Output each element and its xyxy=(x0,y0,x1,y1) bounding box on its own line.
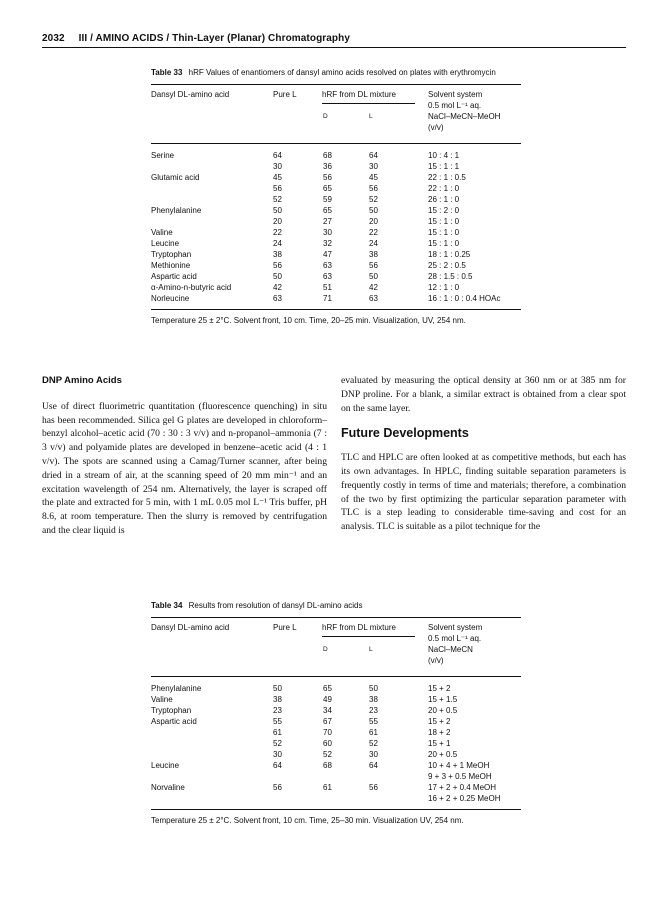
hrf-l-cell: 61 xyxy=(369,728,378,737)
hrf-l-cell: 38 xyxy=(369,250,378,259)
hrf-d-cell: 63 xyxy=(323,272,332,281)
table-row xyxy=(151,771,521,782)
pure-l-cell: 42 xyxy=(273,283,282,292)
pure-l-cell: 24 xyxy=(273,239,282,248)
header-solvent-line-1: Solvent system xyxy=(428,90,483,99)
running-header xyxy=(42,33,626,44)
pure-l-cell: 45 xyxy=(273,173,282,182)
header-solvent-line-1: Solvent system xyxy=(428,623,483,632)
pure-l-cell: 52 xyxy=(273,739,282,748)
hrf-l-cell: 56 xyxy=(369,783,378,792)
hrf-d-cell: 68 xyxy=(323,761,332,770)
table-row xyxy=(151,749,521,760)
table-33-label: Table 33 xyxy=(151,68,183,77)
hrf-l-cell: 20 xyxy=(369,217,378,226)
hrf-d-cell: 65 xyxy=(323,206,332,215)
future-developments-heading: Future Developments xyxy=(341,426,469,441)
amino-acid-cell: Phenylalanine xyxy=(151,684,202,693)
hrf-d-cell: 65 xyxy=(323,684,332,693)
table-row xyxy=(151,260,521,271)
solvent-cell: 28 : 1.5 : 0.5 xyxy=(428,272,473,281)
amino-acid-cell: Norvaline xyxy=(151,783,185,792)
amino-acid-cell: Aspartic acid xyxy=(151,717,197,726)
solvent-cell: 15 + 2 xyxy=(428,717,451,726)
future-developments-paragraph: TLC and HPLC are often looked at as competitive methods, but each has its own advantages. In HPLC, finding suitable separation parameters is frequently costly in terms of time and materials; therefore, a combination of the two by first optimizing the particular separation parameter with TLC is a step leading to considerable time-saving and cost for an analysis. TLC is suitable as a pilot technique for the xyxy=(341,452,626,533)
table-34-caption xyxy=(151,600,521,611)
table-row xyxy=(151,293,521,304)
right-text-column xyxy=(341,374,626,534)
header-mixture-rule xyxy=(322,103,415,104)
solvent-cell: 20 + 0.5 xyxy=(428,750,458,759)
amino-acid-cell: Leucine xyxy=(151,761,180,770)
table-row xyxy=(151,271,521,282)
hrf-l-cell: 56 xyxy=(369,261,378,270)
hrf-d-cell: 47 xyxy=(323,250,332,259)
hrf-d-cell: 36 xyxy=(323,162,332,171)
hrf-l-cell: 23 xyxy=(369,706,378,715)
table-34-bottom-rule xyxy=(151,809,521,810)
amino-acid-cell: Aspartic acid xyxy=(151,272,197,281)
header-pure-l: Pure L xyxy=(273,623,297,632)
header-l: L xyxy=(369,113,373,120)
header-solvent-line-2: 0.5 mol L⁻¹ aq. xyxy=(428,634,482,643)
solvent-cell: 12 : 1 : 0 xyxy=(428,283,460,292)
solvent-cell: 10 + 4 + 1 MeOH xyxy=(428,761,490,770)
dnp-continuation-paragraph: evaluated by measuring the optical density at 360 nm or at 385 nm for DNP proline. For a blank, a similar extract is obtained from a clear spot on the same layer. xyxy=(341,375,626,414)
pure-l-cell: 56 xyxy=(273,783,282,792)
hrf-d-cell: 52 xyxy=(323,750,332,759)
header-hrf-mixture: hRF from DL mixture xyxy=(322,623,396,632)
amino-acid-cell: Phenylalanine xyxy=(151,206,202,215)
hrf-l-cell: 56 xyxy=(369,184,378,193)
hrf-l-cell: 52 xyxy=(369,195,378,204)
pure-l-cell: 22 xyxy=(273,228,282,237)
solvent-cell: 15 : 1 : 1 xyxy=(428,162,460,171)
table-33-body xyxy=(151,144,521,309)
solvent-cell: 26 : 1 : 0 xyxy=(428,195,460,204)
table-33-footnote: Temperature 25 ± 2°C. Solvent front, 10 cm. Time, 20–25 min. Visualization, UV, 254 nm. xyxy=(151,316,466,325)
hrf-l-cell: 45 xyxy=(369,173,378,182)
pure-l-cell: 50 xyxy=(273,206,282,215)
amino-acid-cell: Leucine xyxy=(151,239,180,248)
pure-l-cell: 38 xyxy=(273,250,282,259)
hrf-d-cell: 32 xyxy=(323,239,332,248)
pure-l-cell: 64 xyxy=(273,151,282,160)
solvent-cell: 17 + 2 + 0.4 MeOH xyxy=(428,783,497,792)
table-row xyxy=(151,760,521,771)
pure-l-cell: 30 xyxy=(273,750,282,759)
solvent-cell: 22 : 1 : 0 xyxy=(428,184,460,193)
pure-l-cell: 61 xyxy=(273,728,282,737)
hrf-d-cell: 63 xyxy=(323,261,332,270)
hrf-l-cell: 22 xyxy=(369,228,378,237)
table-row xyxy=(151,705,521,716)
table-row xyxy=(151,161,521,172)
running-title: III / AMINO ACIDS / Thin-Layer (Planar) Chromatography xyxy=(78,33,351,44)
table-row xyxy=(151,793,521,804)
hrf-l-cell: 50 xyxy=(369,684,378,693)
hrf-l-cell: 64 xyxy=(369,151,378,160)
header-pure-l: Pure L xyxy=(273,90,297,99)
table-row xyxy=(151,782,521,793)
table-row xyxy=(151,205,521,216)
table-33-caption xyxy=(151,67,521,78)
table-row xyxy=(151,172,521,183)
hrf-d-cell: 59 xyxy=(323,195,332,204)
solvent-cell: 16 : 1 : 0 : 0.4 HOAc xyxy=(428,294,501,303)
table-row xyxy=(151,249,521,260)
table-row xyxy=(151,150,521,161)
hrf-d-cell: 71 xyxy=(323,294,332,303)
pure-l-cell: 23 xyxy=(273,706,282,715)
pure-l-cell: 56 xyxy=(273,261,282,270)
pure-l-cell: 56 xyxy=(273,184,282,193)
table-row xyxy=(151,683,521,694)
hrf-l-cell: 30 xyxy=(369,162,378,171)
table-row xyxy=(151,727,521,738)
table-row xyxy=(151,716,521,727)
solvent-cell: 15 + 2 xyxy=(428,684,451,693)
pure-l-cell: 50 xyxy=(273,272,282,281)
solvent-cell: 10 : 4 : 1 xyxy=(428,151,460,160)
solvent-cell: 25 : 2 : 0.5 xyxy=(428,261,466,270)
header-l: L xyxy=(369,646,373,653)
solvent-cell: 15 : 1 : 0 xyxy=(428,217,460,226)
hrf-d-cell: 61 xyxy=(323,783,332,792)
header-amino-acid: Dansyl DL-amino acid xyxy=(151,90,230,99)
hrf-d-cell: 70 xyxy=(323,728,332,737)
hrf-l-cell: 50 xyxy=(369,272,378,281)
table-34-label: Table 34 xyxy=(151,601,183,610)
amino-acid-cell: Tryptophan xyxy=(151,706,192,715)
pure-l-cell: 50 xyxy=(273,684,282,693)
pure-l-cell: 52 xyxy=(273,195,282,204)
hrf-l-cell: 50 xyxy=(369,206,378,215)
pure-l-cell: 20 xyxy=(273,217,282,226)
hrf-l-cell: 52 xyxy=(369,739,378,748)
solvent-cell: 18 : 1 : 0.25 xyxy=(428,250,471,259)
table-row xyxy=(151,282,521,293)
table-row xyxy=(151,227,521,238)
hrf-l-cell: 38 xyxy=(369,695,378,704)
header-rule xyxy=(42,47,626,48)
amino-acid-cell: Glutamic acid xyxy=(151,173,200,182)
header-mixture-rule xyxy=(322,636,415,637)
table-row xyxy=(151,238,521,249)
pure-l-cell: 64 xyxy=(273,761,282,770)
hrf-d-cell: 34 xyxy=(323,706,332,715)
amino-acid-cell: Norleucine xyxy=(151,294,190,303)
table-34-footnote: Temperature 25 ± 2°C. Solvent front, 10 cm. Time, 25–30 min. Visualization UV, 254 nm. xyxy=(151,816,464,825)
hrf-l-cell: 55 xyxy=(369,717,378,726)
header-solvent-line-3: NaCl–MeCN–MeOH xyxy=(428,112,501,121)
pure-l-cell: 38 xyxy=(273,695,282,704)
header-d: D xyxy=(323,646,328,653)
table-34-caption-text: Results from resolution of dansyl DL-amino acids xyxy=(188,601,363,610)
hrf-l-cell: 42 xyxy=(369,283,378,292)
solvent-cell: 15 : 1 : 0 xyxy=(428,239,460,248)
table-row xyxy=(151,194,521,205)
hrf-d-cell: 30 xyxy=(323,228,332,237)
pure-l-cell: 55 xyxy=(273,717,282,726)
table-33-caption-text: hRF Values of enantiomers of dansyl amino acids resolved on plates with erythromycin xyxy=(188,68,496,77)
header-solvent-line-4: (v/v) xyxy=(428,656,444,665)
hrf-d-cell: 65 xyxy=(323,184,332,193)
table-34 xyxy=(151,600,521,826)
header-solvent-line-4: (v/v) xyxy=(428,123,444,132)
solvent-cell: 18 + 2 xyxy=(428,728,451,737)
amino-acid-cell: α-Amino-n-butyric acid xyxy=(151,283,232,292)
pure-l-cell: 30 xyxy=(273,162,282,171)
table-row xyxy=(151,183,521,194)
solvent-cell: 15 : 1 : 0 xyxy=(428,228,460,237)
solvent-cell: 16 + 2 + 0.25 MeOH xyxy=(428,794,501,803)
table-33 xyxy=(151,67,521,326)
solvent-cell: 9 + 3 + 0.5 MeOH xyxy=(428,772,492,781)
solvent-cell: 15 : 2 : 0 xyxy=(428,206,460,215)
hrf-d-cell: 68 xyxy=(323,151,332,160)
header-hrf-mixture: hRF from DL mixture xyxy=(322,90,396,99)
left-text-column xyxy=(42,374,327,538)
amino-acid-cell: Valine xyxy=(151,228,173,237)
dnp-subheading: DNP Amino Acids xyxy=(42,375,122,386)
hrf-d-cell: 56 xyxy=(323,173,332,182)
hrf-l-cell: 24 xyxy=(369,239,378,248)
dnp-paragraph: Use of direct fluorimetric quantitation (fluorescence quenching) in situ has been recommended. Silica gel G plates are developed in chloroform–benzyl alcohol–acetic acid (70 : 30 : 3 v/v) and n-propanol–ammonia (7 : 3 v/v) and polyamide plates are developed in benzene–acetic acid (4 : 1 v/v). The spots are scanned using a Camag/Turner scanner, after being dried in a stream of air, at the scanning speed of 20 mm min⁻¹ and an excitation wavelength of 254 nm. Alternatively, the layer is scraped off the plate and extracted for 5 min, with 1 mL 0.05 mol L⁻¹ Tris buffer, pH 8.6, at room temperature. Then the slurry is removed by centrifugation and the clear liquid is xyxy=(42,400,327,536)
table-row xyxy=(151,694,521,705)
amino-acid-cell: Valine xyxy=(151,695,173,704)
table-34-body xyxy=(151,677,521,809)
amino-acid-cell: Serine xyxy=(151,151,175,160)
table-row xyxy=(151,216,521,227)
pure-l-cell: 63 xyxy=(273,294,282,303)
solvent-cell: 22 : 1 : 0.5 xyxy=(428,173,466,182)
table-33-header xyxy=(151,85,521,143)
hrf-d-cell: 49 xyxy=(323,695,332,704)
header-d: D xyxy=(323,113,328,120)
table-34-header xyxy=(151,618,521,676)
hrf-d-cell: 67 xyxy=(323,717,332,726)
solvent-cell: 15 + 1.5 xyxy=(428,695,458,704)
hrf-d-cell: 60 xyxy=(323,739,332,748)
table-33-bottom-rule xyxy=(151,309,521,310)
header-solvent-line-3: NaCl–MeCN xyxy=(428,645,473,654)
hrf-d-cell: 51 xyxy=(323,283,332,292)
hrf-l-cell: 30 xyxy=(369,750,378,759)
hrf-l-cell: 63 xyxy=(369,294,378,303)
amino-acid-cell: Tryptophan xyxy=(151,250,192,259)
table-row xyxy=(151,738,521,749)
header-amino-acid: Dansyl DL-amino acid xyxy=(151,623,230,632)
solvent-cell: 20 + 0.5 xyxy=(428,706,458,715)
amino-acid-cell: Methionine xyxy=(151,261,191,270)
page-number: 2032 xyxy=(42,33,65,44)
header-solvent-line-2: 0.5 mol L⁻¹ aq. xyxy=(428,101,482,110)
hrf-l-cell: 64 xyxy=(369,761,378,770)
hrf-d-cell: 27 xyxy=(323,217,332,226)
solvent-cell: 15 + 1 xyxy=(428,739,451,748)
